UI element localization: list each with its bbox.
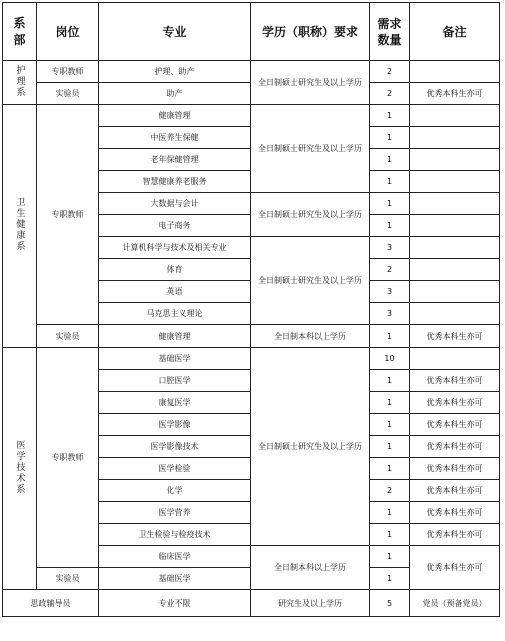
major-cell: 临床医学 [99,546,251,568]
major-cell: 医学检验 [99,458,251,480]
major-cell: 中医养生保健 [99,127,251,149]
remark-cell [410,348,500,370]
major-cell: 卫生检验与检疫技术 [99,524,251,546]
major-cell: 健康管理 [99,325,251,348]
major-cell: 智慧健康养老服务 [99,171,251,193]
major-cell: 老年保健管理 [99,149,251,171]
header-count: 需求 数量 [370,3,410,61]
dept-cell: 卫生健康系 [3,105,37,348]
remark-cell: 优秀本科生亦可 [410,325,500,348]
major-cell: 护理、助产 [99,61,251,83]
table-row [3,105,500,127]
table-row [3,590,500,617]
position-cell: 实验员 [37,83,99,105]
remark-cell [410,215,500,237]
major-cell: 口腔医学 [99,370,251,392]
table-header-row [3,3,500,61]
dept-cell: 医学技术系 [3,348,37,590]
count-cell: 1 [370,193,410,215]
major-cell: 英语 [99,281,251,303]
major-cell: 电子商务 [99,215,251,237]
remark-cell [410,259,500,281]
position-cell: 实验员 [37,568,99,590]
position-cell: 专职教师 [37,61,99,83]
major-cell: 健康管理 [99,105,251,127]
header-education: 学历（职称）要求 [251,3,370,61]
count-cell: 5 [370,590,410,617]
remark-cell: 优秀本科生亦可 [410,458,500,480]
major-cell: 医学影像 [99,414,251,436]
table-row [3,325,500,348]
position-cell: 实验员 [37,325,99,348]
count-cell: 1 [370,105,410,127]
major-cell: 助产 [99,83,251,105]
major-cell: 化学 [99,480,251,502]
major-cell: 马克思主义理论 [99,303,251,325]
major-cell: 医学营养 [99,502,251,524]
remark-cell [410,281,500,303]
remark-cell: 优秀本科生亦可 [410,392,500,414]
count-cell: 1 [370,149,410,171]
dept-cell: 护理系 [3,61,37,105]
count-cell: 1 [370,568,410,590]
remark-cell: 党员（预备党员） [410,590,500,617]
education-cell: 全日制本科以上学历 [251,546,370,590]
count-cell: 1 [370,171,410,193]
count-cell: 3 [370,237,410,259]
table-row [3,61,500,83]
major-cell: 康复医学 [99,392,251,414]
count-cell: 1 [370,546,410,568]
remark-cell: 优秀本科生亦可 [410,546,500,590]
remark-cell [410,149,500,171]
remark-cell: 优秀本科生亦可 [410,480,500,502]
count-cell: 1 [370,436,410,458]
remark-cell: 优秀本科生亦可 [410,436,500,458]
education-cell: 全日制本科以上学历 [251,325,370,348]
count-cell: 1 [370,325,410,348]
major-cell: 医学影像技术 [99,436,251,458]
count-cell: 2 [370,259,410,281]
count-cell: 1 [370,524,410,546]
major-cell: 体育 [99,259,251,281]
education-cell: 全日制硕士研究生及以上学历 [251,237,370,325]
position-cell: 专职教师 [37,348,99,568]
count-cell: 10 [370,348,410,370]
recruitment-table [2,2,500,617]
major-cell: 大数据与会计 [99,193,251,215]
count-cell: 1 [370,414,410,436]
major-cell: 计算机科学与技术及相关专业 [99,237,251,259]
header-position: 岗位 [37,3,99,61]
header-dept: 系 部 [3,3,37,61]
count-cell: 3 [370,281,410,303]
education-cell: 全日制硕士研究生及以上学历 [251,105,370,193]
count-cell: 1 [370,458,410,480]
header-remark: 备注 [410,3,500,61]
remark-cell: 优秀本科生亦可 [410,83,500,105]
count-cell: 2 [370,61,410,83]
dept-cell: 思政辅导员 [3,590,99,617]
education-cell: 全日制硕士研究生及以上学历 [251,193,370,237]
major-cell: 基础医学 [99,568,251,590]
remark-cell [410,193,500,215]
education-cell: 全日制硕士研究生及以上学历 [251,348,370,546]
count-cell: 3 [370,303,410,325]
education-cell: 全日制硕士研究生及以上学历 [251,61,370,105]
remark-cell [410,127,500,149]
education-cell: 研究生及以上学历 [251,590,370,617]
remark-cell [410,171,500,193]
remark-cell: 优秀本科生亦可 [410,370,500,392]
remark-cell [410,303,500,325]
count-cell: 1 [370,502,410,524]
remark-cell: 优秀本科生亦可 [410,414,500,436]
remark-cell [410,237,500,259]
count-cell: 2 [370,83,410,105]
count-cell: 2 [370,480,410,502]
remark-cell [410,61,500,83]
count-cell: 1 [370,392,410,414]
count-cell: 1 [370,127,410,149]
table-row [3,348,500,370]
count-cell: 1 [370,370,410,392]
major-cell: 专业不限 [99,590,251,617]
remark-cell: 优秀本科生亦可 [410,502,500,524]
remark-cell: 优秀本科生亦可 [410,524,500,546]
remark-cell [410,105,500,127]
header-major: 专业 [99,3,251,61]
position-cell: 专职教师 [37,105,99,325]
count-cell: 1 [370,215,410,237]
major-cell: 基础医学 [99,348,251,370]
